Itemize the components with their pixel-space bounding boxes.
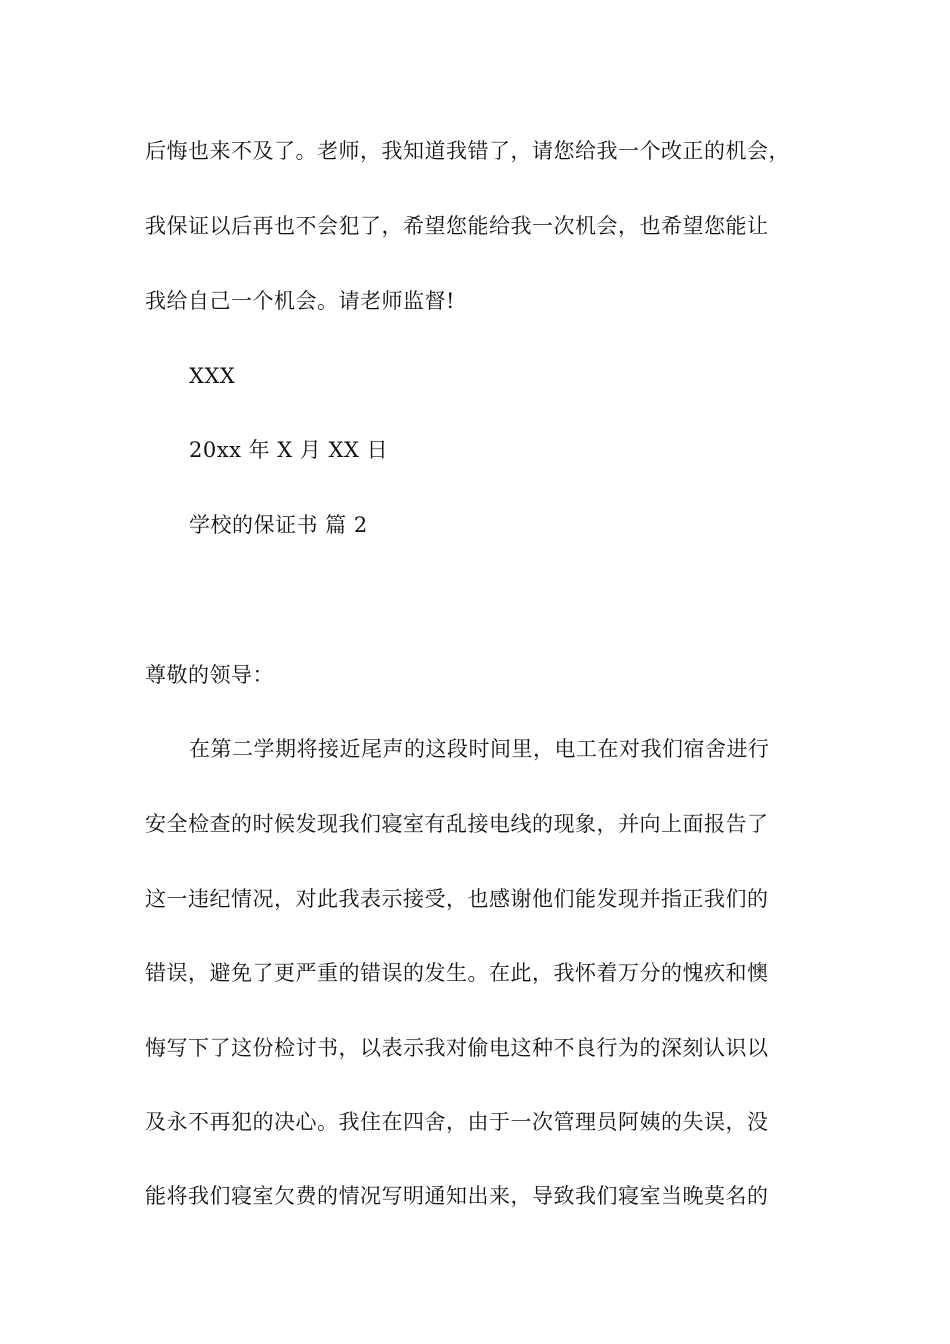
body-text-line: 后悔也来不及了。老师，我知道我错了，请您给我一个改正的机会，: [145, 139, 790, 163]
salutation: 尊敬的领导：: [145, 663, 274, 687]
body-text-line: 能将我们寝室欠费的情况写明通知出来，导致我们寝室当晚莫名的: [145, 1184, 769, 1208]
body-text-line: 我保证以后再也不会犯了，希望您能给我一次机会，也希望您能让: [145, 214, 769, 238]
signature-name: XXX: [189, 364, 236, 388]
body-text-line: 悔写下了这份检讨书，以表示我对偷电这种不良行为的深刻认识以: [145, 1036, 769, 1060]
body-text-line: 及永不再犯的决心。我住在四舍，由于一次管理员阿姨的失误，没: [145, 1110, 769, 1134]
body-text-line: 错误，避免了更严重的错误的发生。在此，我怀着万分的愧疚和懊: [145, 961, 769, 985]
body-text-line: 我给自己一个机会。请老师监督!: [145, 289, 455, 313]
body-text-line: 在第二学期将接近尾声的这段时间里，电工在对我们宿舍进行: [189, 737, 770, 761]
body-text-line: 安全检查的时候发现我们寝室有乱接电线的现象，并向上面报告了: [145, 812, 769, 836]
section-title: 学校的保证书 篇 2: [189, 513, 368, 537]
body-text-line: 这一违纪情况，对此我表示接受，也感谢他们能发现并指正我们的: [145, 887, 769, 911]
signature-date: 20xx 年 X 月 XX 日: [189, 438, 389, 462]
